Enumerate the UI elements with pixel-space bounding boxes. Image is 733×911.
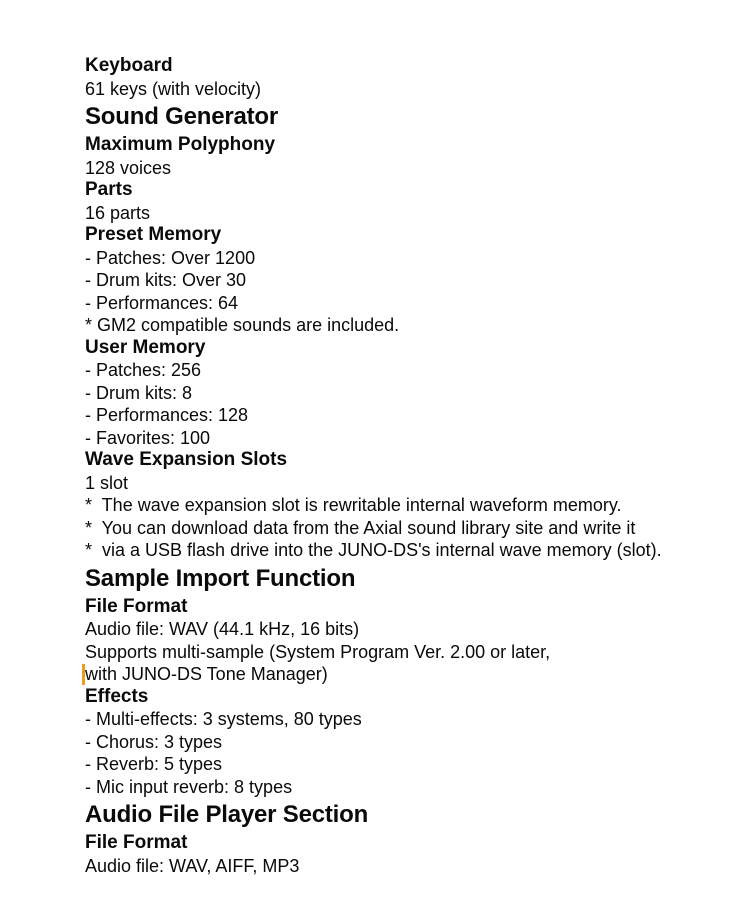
- text-line[interactable]: Audio file: WAV (44.1 kHz, 16 bits): [85, 619, 360, 639]
- text-line[interactable]: * via a USB flash drive into the JUNO-DS's internal wave memory (slot).: [85, 540, 662, 560]
- text-line[interactable]: 61 keys (with velocity): [85, 78, 262, 99]
- text-line[interactable]: 128 voices: [85, 157, 172, 178]
- text-line[interactable]: - Reverb: 5 types: [85, 754, 223, 774]
- text-line[interactable]: 1 slot: [85, 472, 129, 493]
- sub-heading[interactable]: File Format: [85, 832, 188, 853]
- text-line[interactable]: * You can download data from the Axial sound library site and write it: [85, 517, 636, 538]
- sub-heading[interactable]: Preset Memory: [85, 224, 222, 245]
- text-line[interactable]: - Patches: 256: [85, 360, 202, 380]
- section-heading[interactable]: Sound Generator: [85, 103, 279, 130]
- text-line[interactable]: Audio file: WAV, AIFF, MP3: [85, 855, 300, 876]
- text-line[interactable]: * GM2 compatible sounds are included.: [85, 315, 400, 335]
- text-line[interactable]: 16 parts: [85, 202, 151, 223]
- sub-heading[interactable]: User Memory: [85, 336, 206, 358]
- text-line[interactable]: - Mic input reverb: 8 types: [85, 776, 293, 797]
- document-editor[interactable]: [85, 55, 713, 877]
- sub-heading[interactable]: Effects: [85, 685, 149, 707]
- text-cursor-icon: [82, 664, 85, 685]
- sub-heading[interactable]: Maximum Polyphony: [85, 134, 276, 155]
- text-line[interactable]: - Patches: Over 1200: [85, 247, 256, 268]
- text-line[interactable]: - Performances: 128: [85, 405, 249, 425]
- section-heading[interactable]: Sample Import Function: [85, 564, 356, 592]
- text-line[interactable]: - Favorites: 100: [85, 427, 211, 448]
- section-heading[interactable]: Audio File Player Section: [85, 801, 369, 828]
- sub-heading[interactable]: Wave Expansion Slots: [85, 449, 288, 470]
- text-line[interactable]: with JUNO-DS Tone Manager): [85, 663, 713, 686]
- sub-heading[interactable]: File Format: [85, 595, 188, 617]
- text-line[interactable]: Supports multi-sample (System Program Ver. 2.00 or later,: [85, 641, 551, 662]
- text-line[interactable]: - Drum kits: Over 30: [85, 270, 247, 290]
- text-line[interactable]: * The wave expansion slot is rewritable internal waveform memory.: [85, 495, 622, 515]
- text-line[interactable]: - Drum kits: 8: [85, 382, 193, 403]
- text-line[interactable]: - Multi-effects: 3 systems, 80 types: [85, 709, 362, 729]
- sub-heading[interactable]: Keyboard: [85, 55, 173, 76]
- text-line[interactable]: - Performances: 64: [85, 292, 239, 313]
- text-line[interactable]: - Chorus: 3 types: [85, 731, 223, 752]
- sub-heading[interactable]: Parts: [85, 179, 133, 200]
